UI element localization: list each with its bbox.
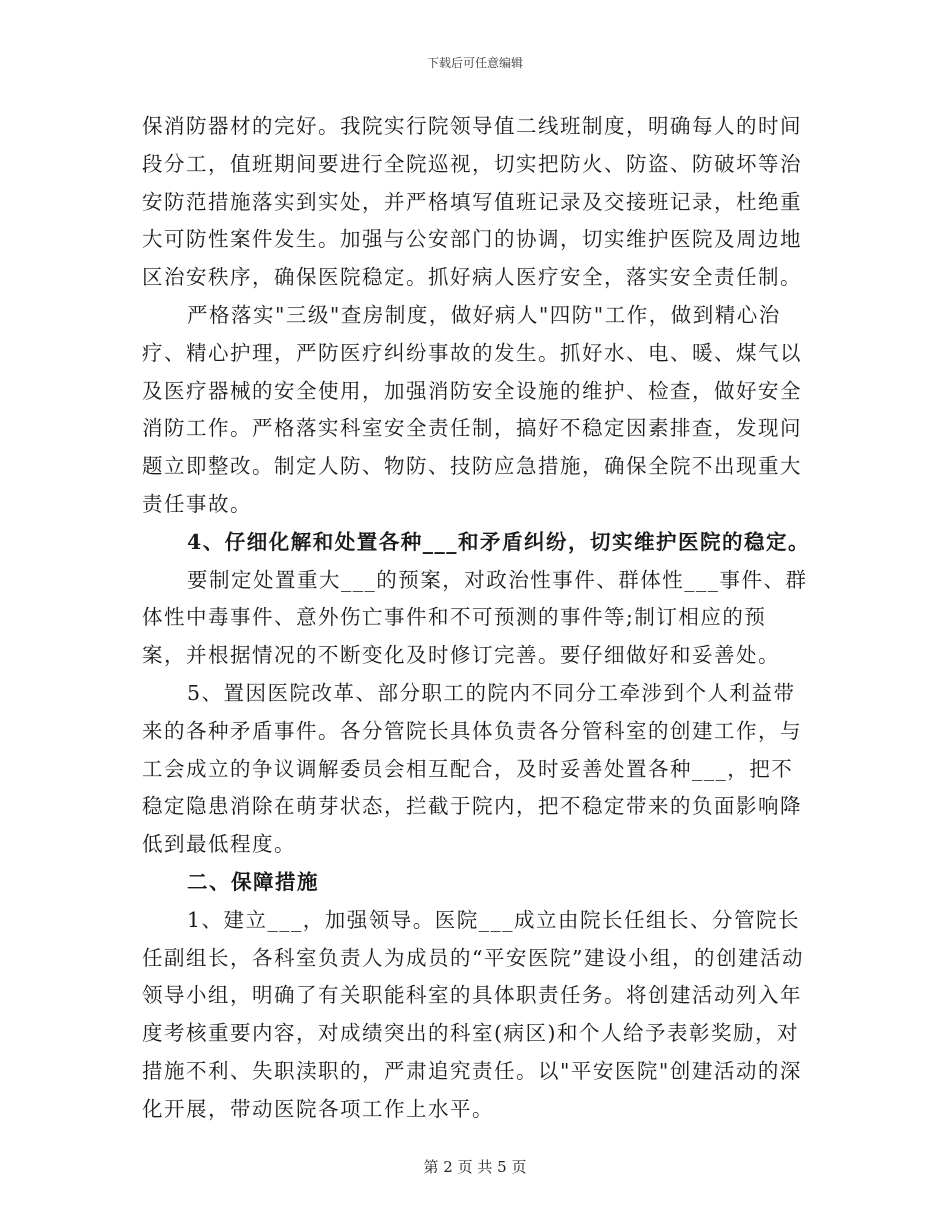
document-body bbox=[142, 108, 810, 1129]
section-heading-4: 4、仔细化解和处置各种___和矛盾纠纷，切实维护医院的稳定。 bbox=[187, 529, 811, 554]
paragraph-2: 严格落实"三级"查房制度，做好病人"四防"工作，做到精心治疗、精心护理，严防医疗纠纷事故的发生。抓好水、电、暖、煤气以及医疗器械的安全使用，加强消防安全设施的维护、检查，做好安全消防工作。严格落实科室安全责任制，搞好不稳定因素排查，发现问题立即整改。制定人防、物防、技防应急措施，确保全院不出现重大责任事故。 bbox=[142, 302, 802, 516]
section-heading-2: 二、保障措施 bbox=[187, 869, 319, 894]
paragraph-5: 1、建立___，加强领导。医院___成立由院长任组长、分管院长任副组长，各科室负责人为成员的“平安医院”建设小组，的创建活动领导小组，明确了有关职能科室的具体职责任务。将创建活动列入年度考核重要内容，对成绩突出的科室(病区)和个人给予表彰奖励，对措施不利、失职渎职的，严肃追究责任。以"平安医院"创建活动的深化开展，带动医院各项工作上水平。 bbox=[142, 907, 804, 1121]
paragraph-1: 保消防器材的完好。我院实行院领导值二线班制度，明确每人的时间段分工，值班期间要进行全院巡视，切实把防火、防盗、防破坏等治安防范措施落实到实处，并严格填写值班记录及交接班记录，杜绝重大可防性案件发生。加强与公安部门的协调，切实维护医院及周边地区治安秩序，确保医院稳定。抓好病人医疗安全，落实安全责任制。 bbox=[142, 114, 802, 290]
page-header: 下载后可任意编辑 bbox=[426, 56, 523, 70]
paragraph-4: 5、置因医院改革、部分职工的院内不同分工牵涉到个人利益带来的各种矛盾事件。各分管院长具体负责各分管科室的创建工作，与工会成立的争议调解委员会相互配合，及时妥善处置各种___，把不稳定隐患消除在萌芽状态，拦截于院内，把不稳定带来的负面影响降低到最低程度。 bbox=[142, 680, 802, 857]
page-footer: 第 2 页 共 5 页 bbox=[423, 1158, 527, 1176]
paragraph-3: 要制定处置重大___的预案，对政治性事件、群体性___事件、群体性中毒事件、意外伤亡事件和不可预测的事件等;制订相应的预案，并根据情况的不断变化及时修订完善。要仔细做好和妥善处。 bbox=[142, 567, 808, 668]
